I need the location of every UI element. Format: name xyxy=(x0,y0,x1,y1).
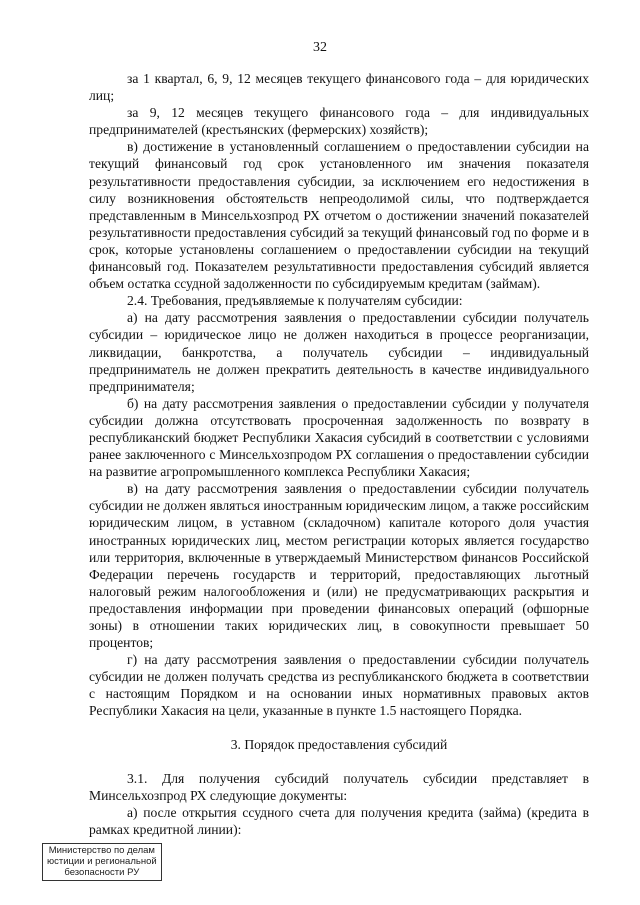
ministry-stamp xyxy=(42,843,162,881)
document-body xyxy=(89,70,589,838)
paragraph-3-1-a: а) после открытия ссудного счета для получения кредита (займа) (кредита в рамках кредитной линии): xyxy=(89,804,589,837)
section-heading: 3. Порядок предоставления субсидий xyxy=(230,736,448,752)
paragraph-item-g: г) на дату рассмотрения заявления о предоставлении субсидии получатель субсидии не должен получать средства из республиканского бюджета в соответствии с настоящим Порядком и на основании иных нормативных правовых актов Республики Хакасия на цели, указанные в пункте 1.5 настоящего Порядка. xyxy=(89,652,589,719)
stamp-line-1: Министерство по делам xyxy=(48,845,155,856)
stamp-line-2: юстиции и региональной xyxy=(47,856,157,867)
stamp-line-3: безопасности РУ xyxy=(64,867,140,878)
paragraph-9-12-months: за 9, 12 месяцев текущего финансового года – для индивидуальных предпринимателей (крестьянских (фермерских) хозяйств); xyxy=(89,105,589,138)
paragraph-quarterly: за 1 квартал, 6, 9, 12 месяцев текущего финансового года – для юридических лиц; xyxy=(89,71,589,104)
paragraph-2-4-requirements: 2.4. Требования, предъявляемые к получателям субсидии: xyxy=(127,293,463,309)
paragraph-item-v-foreign: в) на дату рассмотрения заявления о предоставлении субсидии получатель субсидии не должен являться иностранным юридическим лицом, а также российским юридическим лицом, в уставном (складочном) капитале которого доля участия иностранных юридических лиц, местом регистрации которых является государство или территория, включенные в утверждаемый Министерством финансов Российской Федерации перечень государств и территорий, предоставляющих льготный налоговый режим налогообложения и (или) не предусматривающих раскрытия и предоставления информации при проведении финансовых операций (офшорные зоны) в отношении таких юридических лиц, в совокупности превышает 50 процентов; xyxy=(89,481,589,651)
paragraph-item-a: а) на дату рассмотрения заявления о предоставлении субсидии получатель субсидии – юридическое лицо не должен находиться в процессе реорганизации, ликвидации, банкротства, а получатель субсидии – индивидуальный предприниматель не должен прекратить деятельность в качестве индивидуального предпринимателя; xyxy=(89,310,589,394)
page-number: 32 xyxy=(313,40,327,55)
paragraph-3-1: 3.1. Для получения субсидий получатель субсидии представляет в Минсельхозпрод РХ следующие документы: xyxy=(89,770,589,803)
paragraph-item-v-result: в) достижение в установленный соглашением о предоставлении субсидии на текущий финансовый год срок установленного им значения показателя результативности предоставления субсидии, за исключением его недостижения в силу возникновения обстоятельств непреодолимой силы, что подтверждается представленным в Минсельхозпрод РХ отчетом о достижении значений показателей результативности предоставления субсидий за текущий финансовый год по форме и в срок, которые установлены соглашением о предоставлении субсидии на текущий финансовый год. Показателем результативности предоставления субсидий является объем остатка ссудной задолженности по субсидируемым кредитам (займам). xyxy=(89,139,589,292)
paragraph-item-b: б) на дату рассмотрения заявления о предоставлении субсидии у получателя субсидии должна отсутствовать просроченная задолженность по возврату в республиканский бюджет Республики Хакасия субсидий в соответствии с условиями ранее заключенного с Минсельхозпродом РХ соглашения о предоставлении субсидии на развитие агропромышленного комплекса Республики Хакасия; xyxy=(89,395,589,480)
